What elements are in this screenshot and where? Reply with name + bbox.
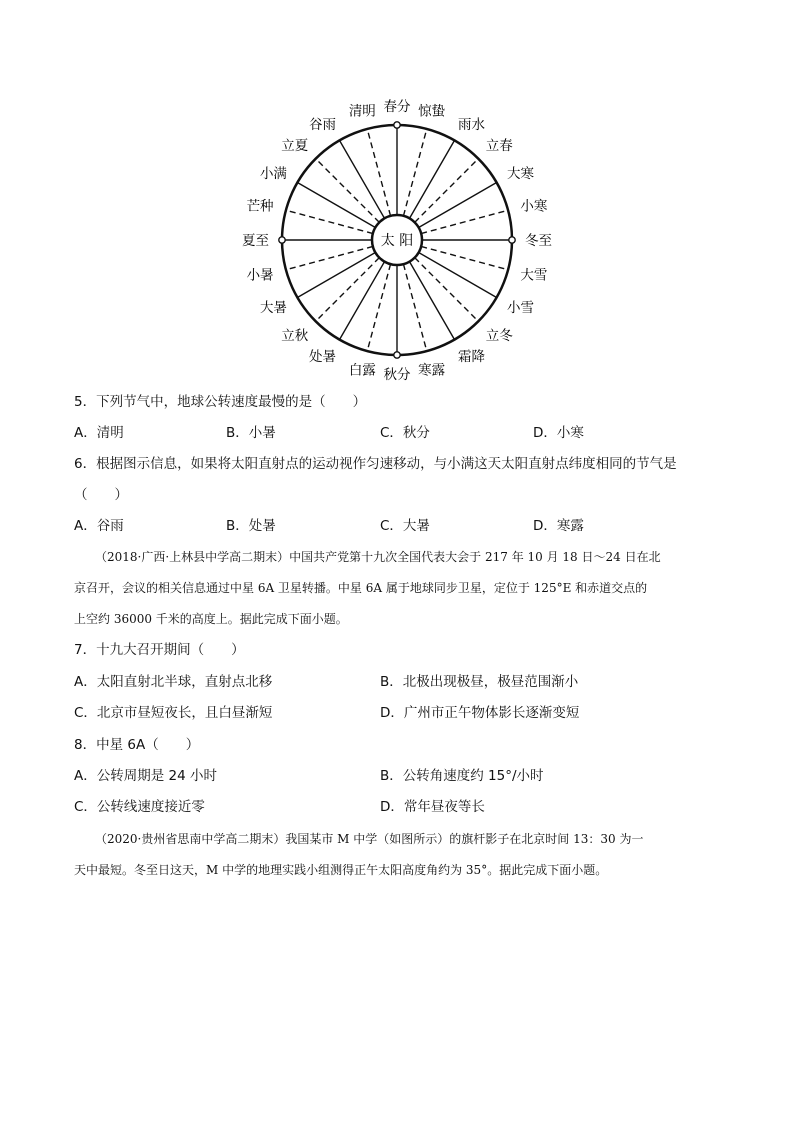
term-label: 秋分 [383,367,411,383]
term-label: 立春 [485,138,513,155]
term-label: 春分 [383,99,411,115]
term-label: 处暑 [309,349,336,366]
option-8c: C．公转线速度接近零 [74,799,205,815]
ray-dashed [415,159,479,223]
option-5a: A．清明 [74,425,124,441]
term-label: 芒种 [246,198,274,215]
option-5d: D．小寒 [533,425,584,441]
ray-dashed [403,264,426,351]
ray-solid [410,140,455,218]
option-7c: C．北京市昼短夜长，且白昼渐短 [74,705,273,721]
ray-dashed [421,246,508,269]
ray-dashed [286,246,373,269]
term-label: 谷雨 [309,116,336,133]
context-1-line-1: （2018·广西·上林县中学高二期末）中国共产党第十九次全国代表大会于 217 年 10 月 18 日～24 日在北 [95,550,661,564]
ray-solid [419,183,497,228]
ray-dashed [316,258,380,322]
ray-dashed [403,129,426,216]
equinox-solstice-dot [279,237,285,243]
option-5c: C．秋分 [380,425,430,441]
ray-solid [297,183,375,228]
ray-solid [419,253,497,298]
term-label: 寒露 [418,362,446,379]
term-label: 大雪 [520,267,548,284]
equinox-solstice-dot [509,237,515,243]
option-8d: D．常年昼夜等长 [380,799,485,815]
term-label: 小暑 [246,267,274,284]
term-label: 小雪 [507,300,535,316]
option-7b: B．北极出现极昼，极昼范围渐小 [380,674,579,690]
option-5b: B．小暑 [226,425,276,441]
ray-dashed [367,264,390,351]
option-8b: B．公转角速度约 15°/小时 [380,768,544,784]
ray-dashed [316,159,380,223]
option-7a: A．太阳直射北半球，直射点北移 [74,674,273,690]
ray-solid [340,262,385,340]
equinox-solstice-dot [394,122,400,128]
term-label: 清明 [348,103,376,120]
term-label: 立夏 [281,138,309,155]
sun-label: 太 阳 [380,233,414,249]
term-label: 大暑 [259,300,287,316]
question-7: 7．十九大召开期间（ ） [74,642,245,658]
term-label: 小满 [259,166,287,182]
question-6-bracket: （ ） [74,487,128,503]
option-6c: C．大暑 [380,518,430,534]
context-1-line-3: 上空约 36000 千米的高度上。据此完成下面小题。 [74,612,348,626]
ray-solid [340,140,385,218]
term-label: 立冬 [485,327,513,344]
term-label: 小寒 [520,198,548,215]
option-6a: A．谷雨 [74,518,124,534]
option-7d: D．广州市正午物体影长逐渐变短 [380,705,580,721]
option-6b: B．处暑 [226,518,276,534]
equinox-solstice-dot [394,352,400,358]
ray-dashed [421,210,508,233]
question-6: 6．根据图示信息，如果将太阳直射点的运动视作匀速移动，与小满这天太阳直射点纬度相同的节气是 [74,456,677,472]
term-label: 雨水 [458,116,485,133]
context-2-line-2: 天中最短。冬至日这天，M 中学的地理实践小组测得正午太阳高度角约为 35°。据此完成下面小题。 [74,863,608,877]
context-1-line-2: 京召开，会议的相关信息通过中星 6A 卫星转播。中星 6A 属于地球同步卫星，定位于 125°E 和赤道交点的 [74,581,648,595]
ray-dashed [286,210,373,233]
term-label: 白露 [348,362,376,379]
solar-terms-diagram [0,0,794,400]
term-label: 夏至 [242,233,269,249]
term-label: 霜降 [458,349,485,366]
ray-solid [410,262,455,340]
context-2-line-1: （2020·贵州省思南中学高二期末）我国某市 M 中学（如图所示）的旗杆影子在北京时间 13：30 为一 [95,832,644,846]
ray-dashed [367,129,390,216]
ray-dashed [415,258,479,322]
question-5: 5．下列节气中，地球公转速度最慢的是（ ） [74,394,367,410]
term-label: 大寒 [507,166,535,182]
term-label: 惊蛰 [418,103,446,120]
option-6d: D．寒露 [533,518,584,534]
option-8a: A．公转周期是 24 小时 [74,768,217,784]
question-8: 8．中星 6A（ ） [74,737,200,753]
term-label: 冬至 [525,233,552,249]
term-label: 立秋 [281,327,309,344]
ray-solid [297,253,375,298]
